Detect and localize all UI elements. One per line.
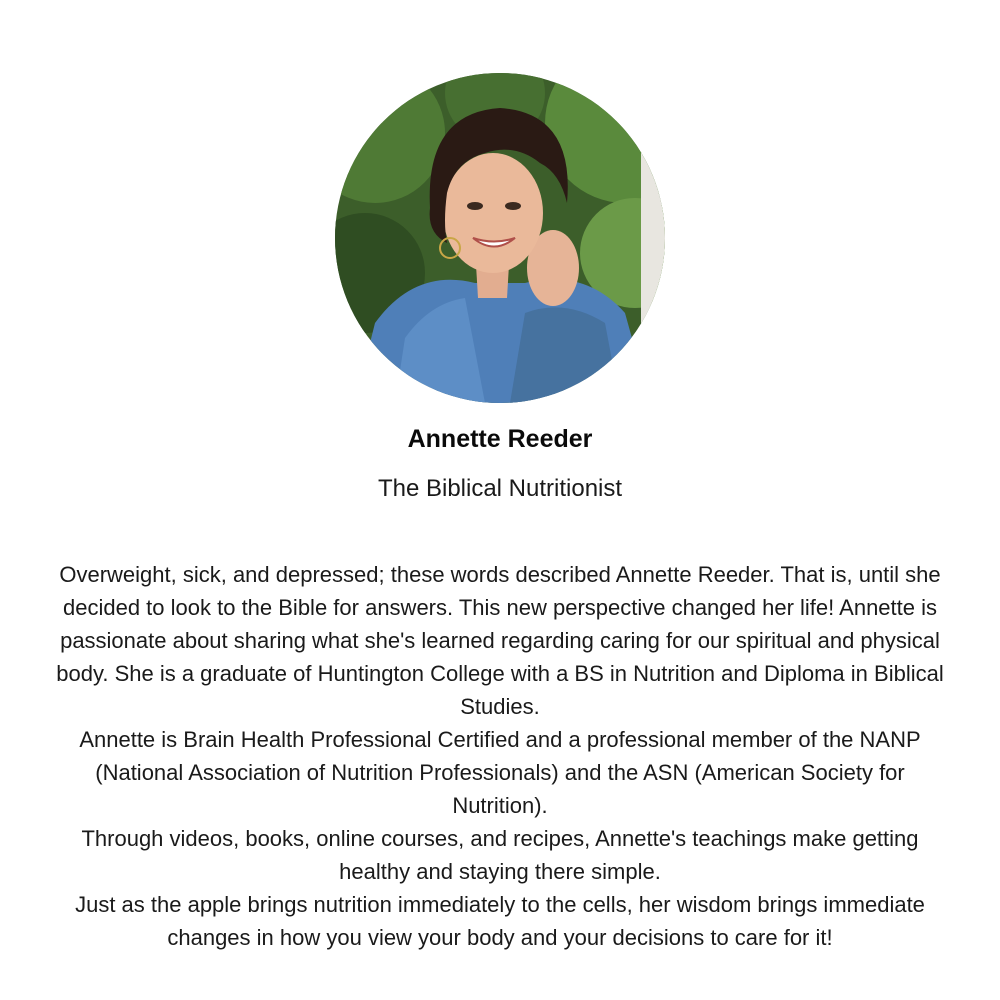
bio-paragraph: Through videos, books, online courses, and recipes, Annette's teachings make getting healthy and staying there simple. (81, 826, 919, 884)
profile-title: The Biblical Nutritionist (377, 475, 623, 502)
bio-paragraph: Just as the apple brings nutrition immediately to the cells, her wisdom brings immediate changes in how you view your body and your decisions to care for it! (75, 892, 925, 950)
bio-paragraph: Annette is Brain Health Professional Certified and a professional member of the NANP (National Association of Nutrition Professionals) and the ASN (American Society for Nutrition). (79, 727, 921, 818)
profile-bio (50, 558, 950, 954)
profile-photo (335, 73, 665, 403)
portrait-illustration (335, 73, 665, 403)
bio-paragraph: Overweight, sick, and depressed; these words described Annette Reeder. That is, until she decided to look to the Bible for answers. This new perspective changed her life! Annette is passionate about sharing what she's learned regarding caring for our spiritual and physical body. She is a graduate of Huntington College with a BS in Nutrition and Diploma in Biblical Studies. (56, 562, 944, 719)
profile-name: Annette Reeder (407, 425, 593, 453)
